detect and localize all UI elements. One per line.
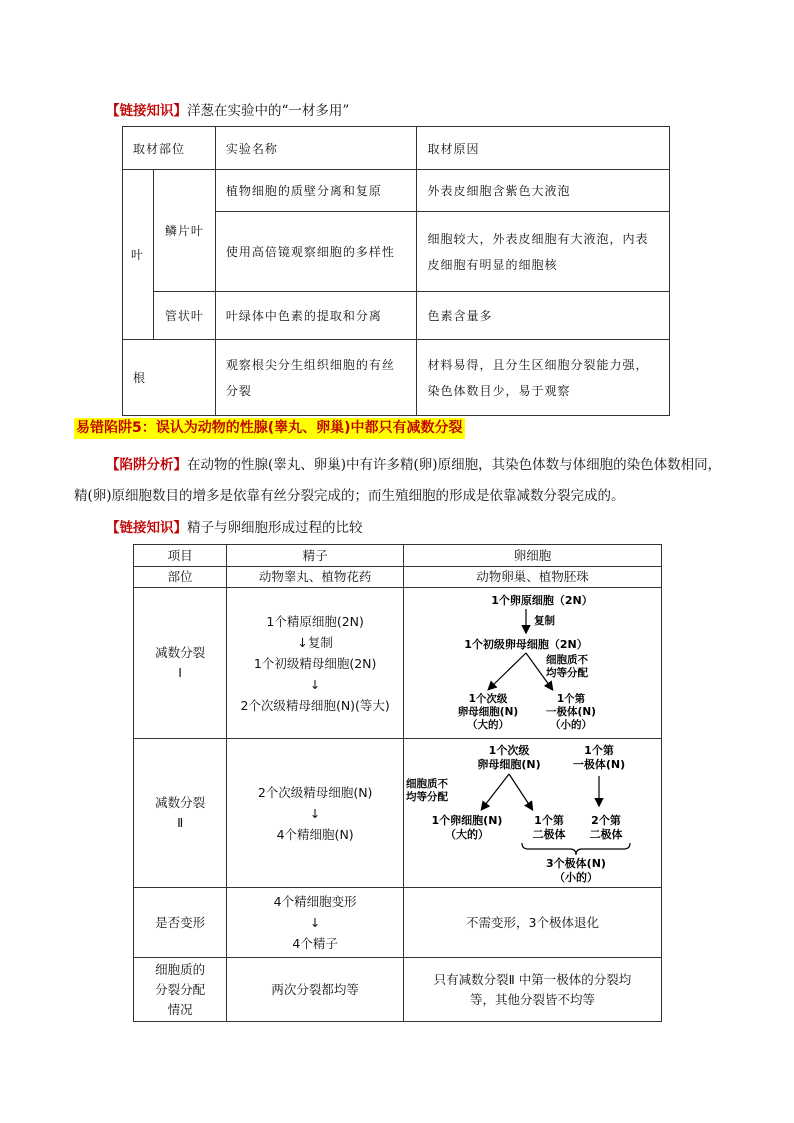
secondary-oocyte-line-1: 1个次级 [488,744,530,757]
first-polar-line-2: 一极体(N) [546,706,596,718]
table-row [123,340,670,416]
reason-cell: 色素含量多 [417,292,670,340]
first-polar-line-2: 一极体(N) [572,758,626,771]
experiment-cell: 植物细胞的质壁分离和复原 [215,170,417,212]
experiment-cell: 叶绿体中色素的提取和分离 [215,292,417,340]
link-knowledge-text: 精子与卵细胞形成过程的比较 [187,520,363,536]
unequal-label-2: 均等分配 [545,667,588,679]
header-cell: 实验名称 [215,127,417,170]
leaf-cell: 叶 [123,170,154,340]
egg-cell: 不需变形，3个极体退化 [403,888,661,958]
second-polar-a-line-2: 二极体 [532,828,566,841]
second-polar-b-line-2: 二极体 [589,828,623,841]
table-row [134,588,662,739]
reason-line: 皮细胞有明显的细胞核 [427,257,558,272]
label-line: 情况 [167,1001,193,1017]
egg-cell [403,958,661,1022]
table-row [134,888,662,958]
first-polar-line-1: 1个第 [584,744,614,757]
label-line: Ⅰ [178,665,182,680]
egg-line: 等，其他分裂皆不均等 [469,991,595,1007]
label-line: 分裂分配 [155,981,206,997]
arrow-left [489,653,526,689]
onion-usage-table [122,126,670,416]
label-line: 减数分裂 [155,795,206,810]
gamete-comparison-table [133,544,662,1022]
trap-analysis-tag: 【陷阱分析】 [106,457,187,473]
secondary-oocyte-line-2: 卵母细胞(N) [477,758,541,771]
link-knowledge-2 [106,518,363,538]
primary-oocyte-label: 1个初级卵母细胞（2N） [464,638,588,651]
sperm-cell [227,739,404,888]
reason-cell [417,212,670,292]
experiment-cell [215,340,417,416]
egg-cell-line-1: 1个卵细胞(N) [431,814,503,827]
table-row [134,739,662,888]
sperm-cell [227,588,404,739]
trap-analysis-line-1: 在动物的性腺(睾丸、卵巢)中有许多精(卵)原细胞，其染色体数与体细胞的染色体数相同， [187,457,722,473]
label-line: Ⅱ [177,815,184,830]
reason-line: 材料易得，且分生区细胞分裂能力强， [427,357,649,372]
egg-cell-line-2: （大的） [444,828,489,841]
table-row [123,127,670,170]
table-row [134,567,662,588]
unequal-label-1: 细胞质不 [405,778,448,790]
sperm-line: 1个初级精母细胞(2N) [253,655,377,671]
root-cell: 根 [123,340,216,416]
secondary-oocyte-line-2: 卵母细胞(N) [457,706,519,718]
unequal-label-1: 细胞质不 [545,654,588,666]
three-polar-line-2: （小的） [553,871,598,884]
sperm-line: 4个精细胞(N) [276,826,354,842]
label-line: 减数分裂 [155,645,206,660]
sperm-line: 4个精细胞变形 [273,894,357,909]
experiment-line: 观察根尖分生组织细胞的有丝 [225,357,395,372]
table-row [134,545,662,567]
row-label: 部位 [134,567,227,588]
header-cell: 卵细胞 [403,545,661,567]
trap-analysis-line-2: 精(卵)原细胞数目的增多是依靠有丝分裂完成的；而生殖细胞的形成是依靠减数分裂完成的。 [74,488,625,504]
reason-line: 细胞较大，外表皮细胞有大液泡，内表 [427,231,649,246]
sperm-line: ↓ [309,915,321,930]
arrow-right [509,774,532,809]
sperm-cell: 动物睾丸、植物花药 [227,567,404,588]
egg-diagram-cell [403,739,661,888]
secondary-oocyte-line-3: （大的） [466,719,509,731]
link-knowledge-text: 洋葱在实验中的“一材多用” [187,103,350,119]
header-cell: 精子 [227,545,404,567]
egg-cell: 动物卵巢、植物胚珠 [403,567,661,588]
egg-diagram-cell [403,588,661,739]
first-polar-line-3: （小的） [549,719,592,731]
trap-5-heading: 易错陷阱5：误认为动物的性腺(睾丸、卵巢)中都只有减数分裂 [74,418,465,439]
sperm-line: ↓ [309,805,321,821]
header-cell: 取材原因 [417,127,670,170]
scale-leaf-cell: 鳞片叶 [153,170,215,292]
arrow-left [482,774,509,809]
second-polar-a-line-1: 1个第 [534,814,564,827]
meiosis-1-egg-diagram [404,588,661,738]
sperm-line: 2个次级精母细胞(N) [257,784,373,800]
link-knowledge-tag: 【链接知识】 [106,520,187,536]
reason-cell [417,340,670,416]
meiosis-2-egg-diagram [404,739,661,887]
oogonium-label: 1个卵原细胞（2N） [491,594,593,607]
sperm-cell [227,888,404,958]
reason-cell: 外表皮细胞含紫色大液泡 [417,170,670,212]
row-label [134,739,227,888]
link-knowledge-1 [106,101,349,121]
second-polar-b-line-1: 2个第 [591,814,621,827]
sperm-line: 4个精子 [292,936,338,951]
sperm-line: ↓复制 [297,634,333,650]
unequal-label-2: 均等分配 [405,791,448,803]
label-line: 细胞质的 [155,961,206,977]
row-label [134,588,227,739]
sperm-line: ↓ [309,676,321,692]
replicate-label: 复制 [533,615,555,627]
brace [522,843,630,855]
reason-line: 染色体数目少，易于观察 [427,383,571,398]
header-cell: 项目 [134,545,227,567]
first-polar-line-1: 1个第 [556,693,586,705]
table-row [134,958,662,1022]
secondary-oocyte-line-1: 1个次级 [468,693,508,705]
three-polar-line-1: 3个极体(N) [546,857,606,870]
row-label: 是否变形 [134,888,227,958]
sperm-cell: 两次分裂都均等 [227,958,404,1022]
tube-leaf-cell: 管状叶 [153,292,215,340]
egg-line: 只有减数分裂Ⅱ 中第一极体的分裂均 [433,971,632,987]
sperm-line: 2个次级精母细胞(N)(等大) [240,697,390,713]
row-label [134,958,227,1022]
experiment-line: 分裂 [225,383,252,398]
table-row [123,170,670,212]
link-knowledge-tag: 【链接知识】 [106,103,187,119]
table-row [123,292,670,340]
sperm-line: 1个精原细胞(2N) [266,613,364,629]
header-cell: 取材部位 [123,127,216,170]
trap-analysis [106,455,721,475]
experiment-cell: 使用高倍镜观察细胞的多样性 [215,212,417,292]
